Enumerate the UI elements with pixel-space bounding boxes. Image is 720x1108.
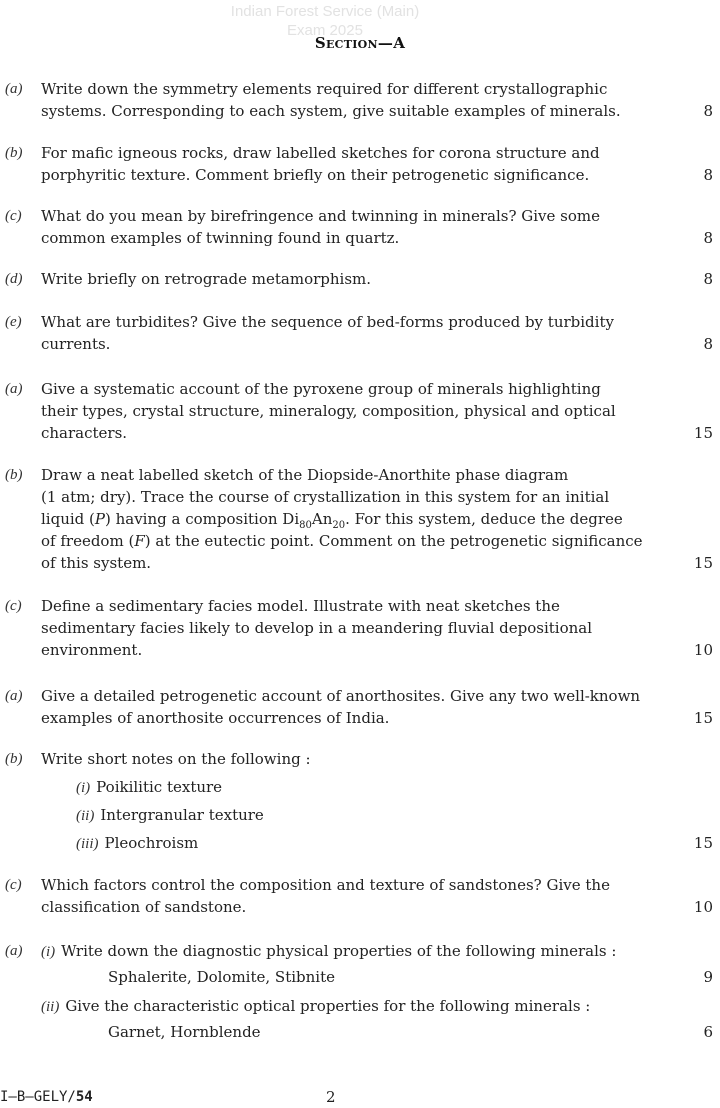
question-text-line: currents. xyxy=(41,335,111,353)
marks: 8 xyxy=(703,166,713,184)
question-text-line: Define a sedimentary facies model. Illustrate with neat sketches the xyxy=(41,597,560,615)
marks: 10 xyxy=(693,898,713,916)
question-text-line: of freedom (F) at the eutectic point. Comment on the petrogenetic significance xyxy=(41,532,643,550)
question-text-line: Draw a neat labelled sketch of the Diopside-Anorthite phase diagram xyxy=(41,466,569,484)
question-text-line: Give a systematic account of the pyroxene group of minerals highlighting xyxy=(41,380,601,398)
marks: 8 xyxy=(703,102,713,120)
marks: 15 xyxy=(693,554,713,572)
question-text-line: Write short notes on the following : xyxy=(41,750,311,768)
question-text-line: For mafic igneous rocks, draw labelled sketches for corona structure and xyxy=(41,144,600,162)
watermark: Indian Forest Service (Main) Exam 2025 xyxy=(230,3,420,39)
mineral-list: Sphalerite, Dolomite, Stibnite xyxy=(108,968,335,986)
question-label: (d) xyxy=(5,271,23,287)
question-text-line: (1 atm; dry). Trace the course of crystallization in this system for an initial xyxy=(41,488,610,506)
question-text-line: Write briefly on retrograde metamorphism. xyxy=(41,270,372,288)
page-number: 2 xyxy=(326,1088,336,1106)
question-label: (a) xyxy=(5,381,23,397)
question-text-line: What do you mean by birefringence and twinning in minerals? Give some xyxy=(41,207,600,225)
question-text-line: sedimentary facies likely to develop in a meandering fluvial depositional xyxy=(41,619,593,637)
question-text-line: What are turbidites? Give the sequence of bed-forms produced by turbidity xyxy=(41,313,614,331)
marks: 8 xyxy=(703,270,713,288)
sub-item: (ii) Intergranular texture xyxy=(76,806,264,824)
question-label: (c) xyxy=(5,208,22,224)
marks: 15 xyxy=(693,424,713,442)
sub-question: (ii) Give the characteristic optical properties for the following minerals : xyxy=(41,997,591,1015)
sub-item: (iii) Pleochroism xyxy=(76,834,199,852)
question-text-line: classification of sandstone. xyxy=(41,898,247,916)
question-label: (b) xyxy=(5,467,23,483)
question-text-line: common examples of twinning found in quartz. xyxy=(41,229,400,247)
mineral-list: Garnet, Hornblende xyxy=(108,1023,261,1041)
sub-item: (i) Poikilitic texture xyxy=(76,778,223,796)
question-label: (c) xyxy=(5,598,22,614)
marks: 15 xyxy=(693,709,713,727)
question-text-line: liquid (P) having a composition $Di_{80}An_{20}$. For this system, deduce the degree xyxy=(41,510,623,531)
marks: 8 xyxy=(703,335,713,353)
question-label: (e) xyxy=(5,314,22,330)
marks: 10 xyxy=(693,641,713,659)
question-label: (b) xyxy=(5,145,23,161)
sub-question: (i) Write down the diagnostic physical properties of the following minerals : xyxy=(41,942,617,960)
question-text-line: characters. xyxy=(41,424,128,442)
question-text-line: Write down the symmetry elements required for different crystallographic xyxy=(41,80,608,98)
question-label: (a) xyxy=(5,688,23,704)
paper-code: I–B–GELY/54 xyxy=(0,1089,93,1105)
question-text-line: systems. Corresponding to each system, give suitable examples of minerals. xyxy=(41,102,621,120)
question-text-line: Give a detailed petrogenetic account of anorthosites. Give any two well-known xyxy=(41,687,641,705)
marks: 9 xyxy=(703,968,713,986)
question-label: (b) xyxy=(5,751,23,767)
question-text-line: porphyritic texture. Comment briefly on their petrogenetic significance. xyxy=(41,166,590,184)
marks: 6 xyxy=(703,1023,713,1041)
question-text-line: examples of anorthosite occurrences of India. xyxy=(41,709,390,727)
question-label: (a) xyxy=(5,81,23,97)
question-text-line: of this system. xyxy=(41,554,152,572)
question-label: (c) xyxy=(5,877,22,893)
question-label: (a) xyxy=(5,943,23,959)
section-title: Section—A xyxy=(314,34,406,52)
marks: 8 xyxy=(703,229,713,247)
question-text-line: Which factors control the composition and texture of sandstones? Give the xyxy=(41,876,610,894)
question-text-line: their types, crystal structure, mineralogy, composition, physical and optical xyxy=(41,402,616,420)
marks: 15 xyxy=(693,834,713,852)
question-text-line: environment. xyxy=(41,641,143,659)
